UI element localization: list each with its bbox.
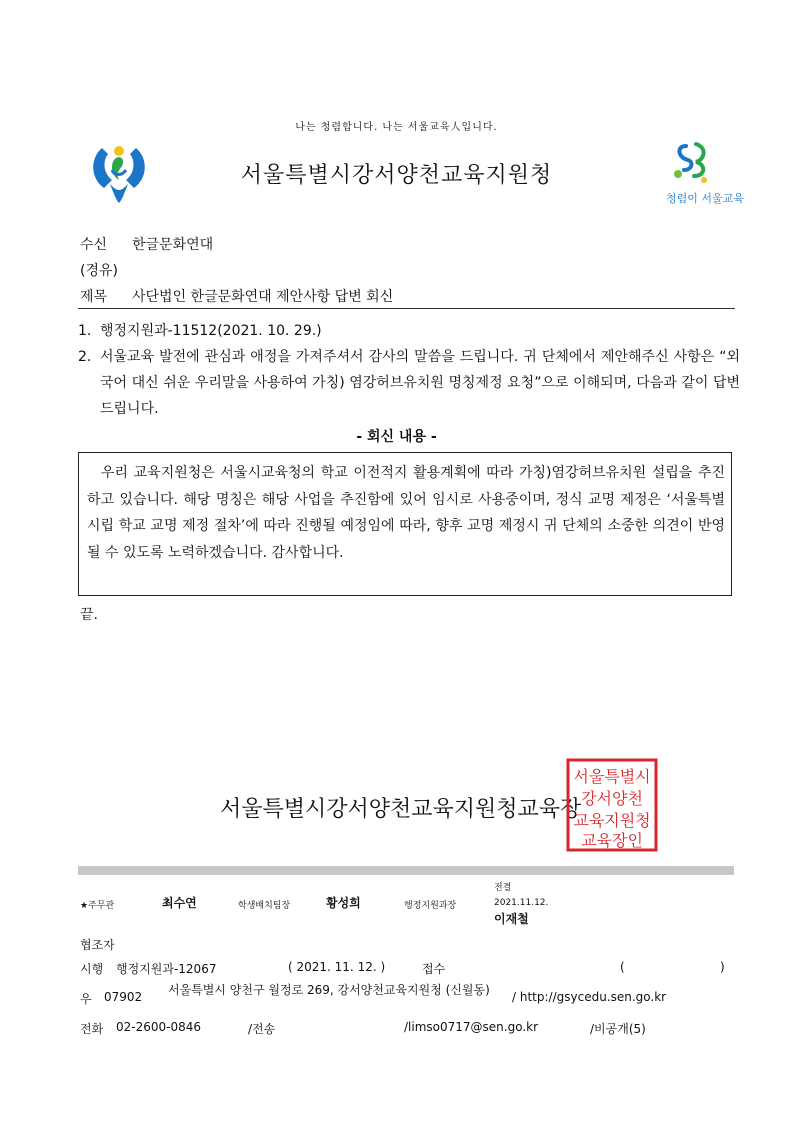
item-text: 서울교육 발전에 관심과 애정을 가져주셔서 감사의 말씀을 드립니다. 귀 단체에서 제안해주신 사항은 “외국어 대신 쉬운 우리말을 사용하여 가칭) 염강허브유치원 명칭제정 요청”으로 이해되며, 다음과 같이 답변드립니다. xyxy=(100,349,740,417)
postal-label: 우 xyxy=(80,992,92,1006)
phone-label: 전화 xyxy=(80,1022,104,1036)
star-officer-label: ★주무관 xyxy=(80,901,115,911)
header-rule xyxy=(78,308,735,309)
recipient-row xyxy=(80,234,213,254)
body-item-2 xyxy=(78,344,740,422)
motto: 나는 청렴합니다. 나는 서울교육人입니다. xyxy=(295,122,498,133)
org-title: 서울특별시강서양천교육지원청 xyxy=(240,163,553,188)
team-leader-label: 학생배치팀장 xyxy=(238,901,291,911)
item-number: 2. xyxy=(78,349,92,365)
team-leader-name: 황성희 xyxy=(326,896,361,910)
final-approval-label: 전결 xyxy=(494,883,512,893)
integrity-slogan-logo xyxy=(664,140,744,212)
final-approver-name: 이재철 xyxy=(494,912,529,926)
subject-row xyxy=(80,286,393,306)
email-address[interactable]: /limso0717@sen.go.kr xyxy=(404,1020,539,1034)
officer-name: 최수연 xyxy=(162,896,197,910)
item-text: 행정지원과-11512(2021. 10. 29.) xyxy=(100,323,322,339)
slogan-logo-text: 청렴이 서울교육 xyxy=(666,192,744,205)
director-label: 행정지원과장 xyxy=(404,901,457,911)
enforce-number: 행정지원과-12067 xyxy=(116,962,217,976)
homepage-link[interactable]: / http://gsycedu.sen.go.kr xyxy=(512,990,667,1004)
enforce-label: 시행 xyxy=(80,962,104,976)
receipt-close: ) xyxy=(720,960,725,974)
approval-divider xyxy=(78,866,734,875)
cooperator-label: 협조자 xyxy=(80,938,115,952)
issuer-name: 서울특별시강서양천교육지원청교육장 xyxy=(220,797,582,822)
to-label: 수신 xyxy=(80,237,108,253)
to-value: 한글문화연대 xyxy=(132,237,214,253)
fax-label: /전송 xyxy=(248,1022,276,1036)
subject-label: 제목 xyxy=(80,289,108,305)
enforce-date: ( 2021. 11. 12. ) xyxy=(288,960,386,974)
phone-number: 02-2600-0846 xyxy=(116,1020,202,1034)
postal-code: 07902 xyxy=(104,990,143,1004)
svg-text:서울특별시: 서울특별시 xyxy=(573,767,651,786)
receipt-open: ( xyxy=(620,960,625,974)
item-number: 1. xyxy=(78,323,92,339)
reply-content-box: 우리 교육지원청은 서울시교육청의 학교 이전적지 활용계획에 따라 가칭)염강허브유치원 설립을 추진하고 있습니다. 해당 명칭은 해당 사업을 추진함에 있어 임시로 사용중이며, 정식 교명 제정은 ‘서울특별시립 학교 교명 제정 절차’에 따라 진행될 예정임에 따라, 향후 교명 제정시 귀 단체의 소중한 의견이 반영될 수 있도록 노력하겠습니다. 감사합니다. xyxy=(78,452,732,596)
end-mark: 끝. xyxy=(80,607,98,623)
svg-text:교육장인: 교육장인 xyxy=(581,831,643,850)
body-item-1 xyxy=(78,318,740,344)
svg-text:강서양천: 강서양천 xyxy=(581,789,643,808)
disclosure-status: /비공개(5) xyxy=(590,1022,646,1036)
subject-value: 사단법인 한글문화연대 제안사항 답변 회신 xyxy=(132,289,394,305)
receipt-label: 접수 xyxy=(422,962,446,976)
address: 서울특별시 양천구 월정로 269, 강서양천교육지원청 (신월동) xyxy=(168,983,490,997)
via-label: (경유) xyxy=(80,263,118,279)
svg-text:교육지원청: 교육지원청 xyxy=(573,811,651,830)
reply-title: - 회신 내용 - xyxy=(356,429,437,445)
official-seal xyxy=(566,758,658,852)
final-approval-date: 2021.11.12. xyxy=(494,898,549,908)
